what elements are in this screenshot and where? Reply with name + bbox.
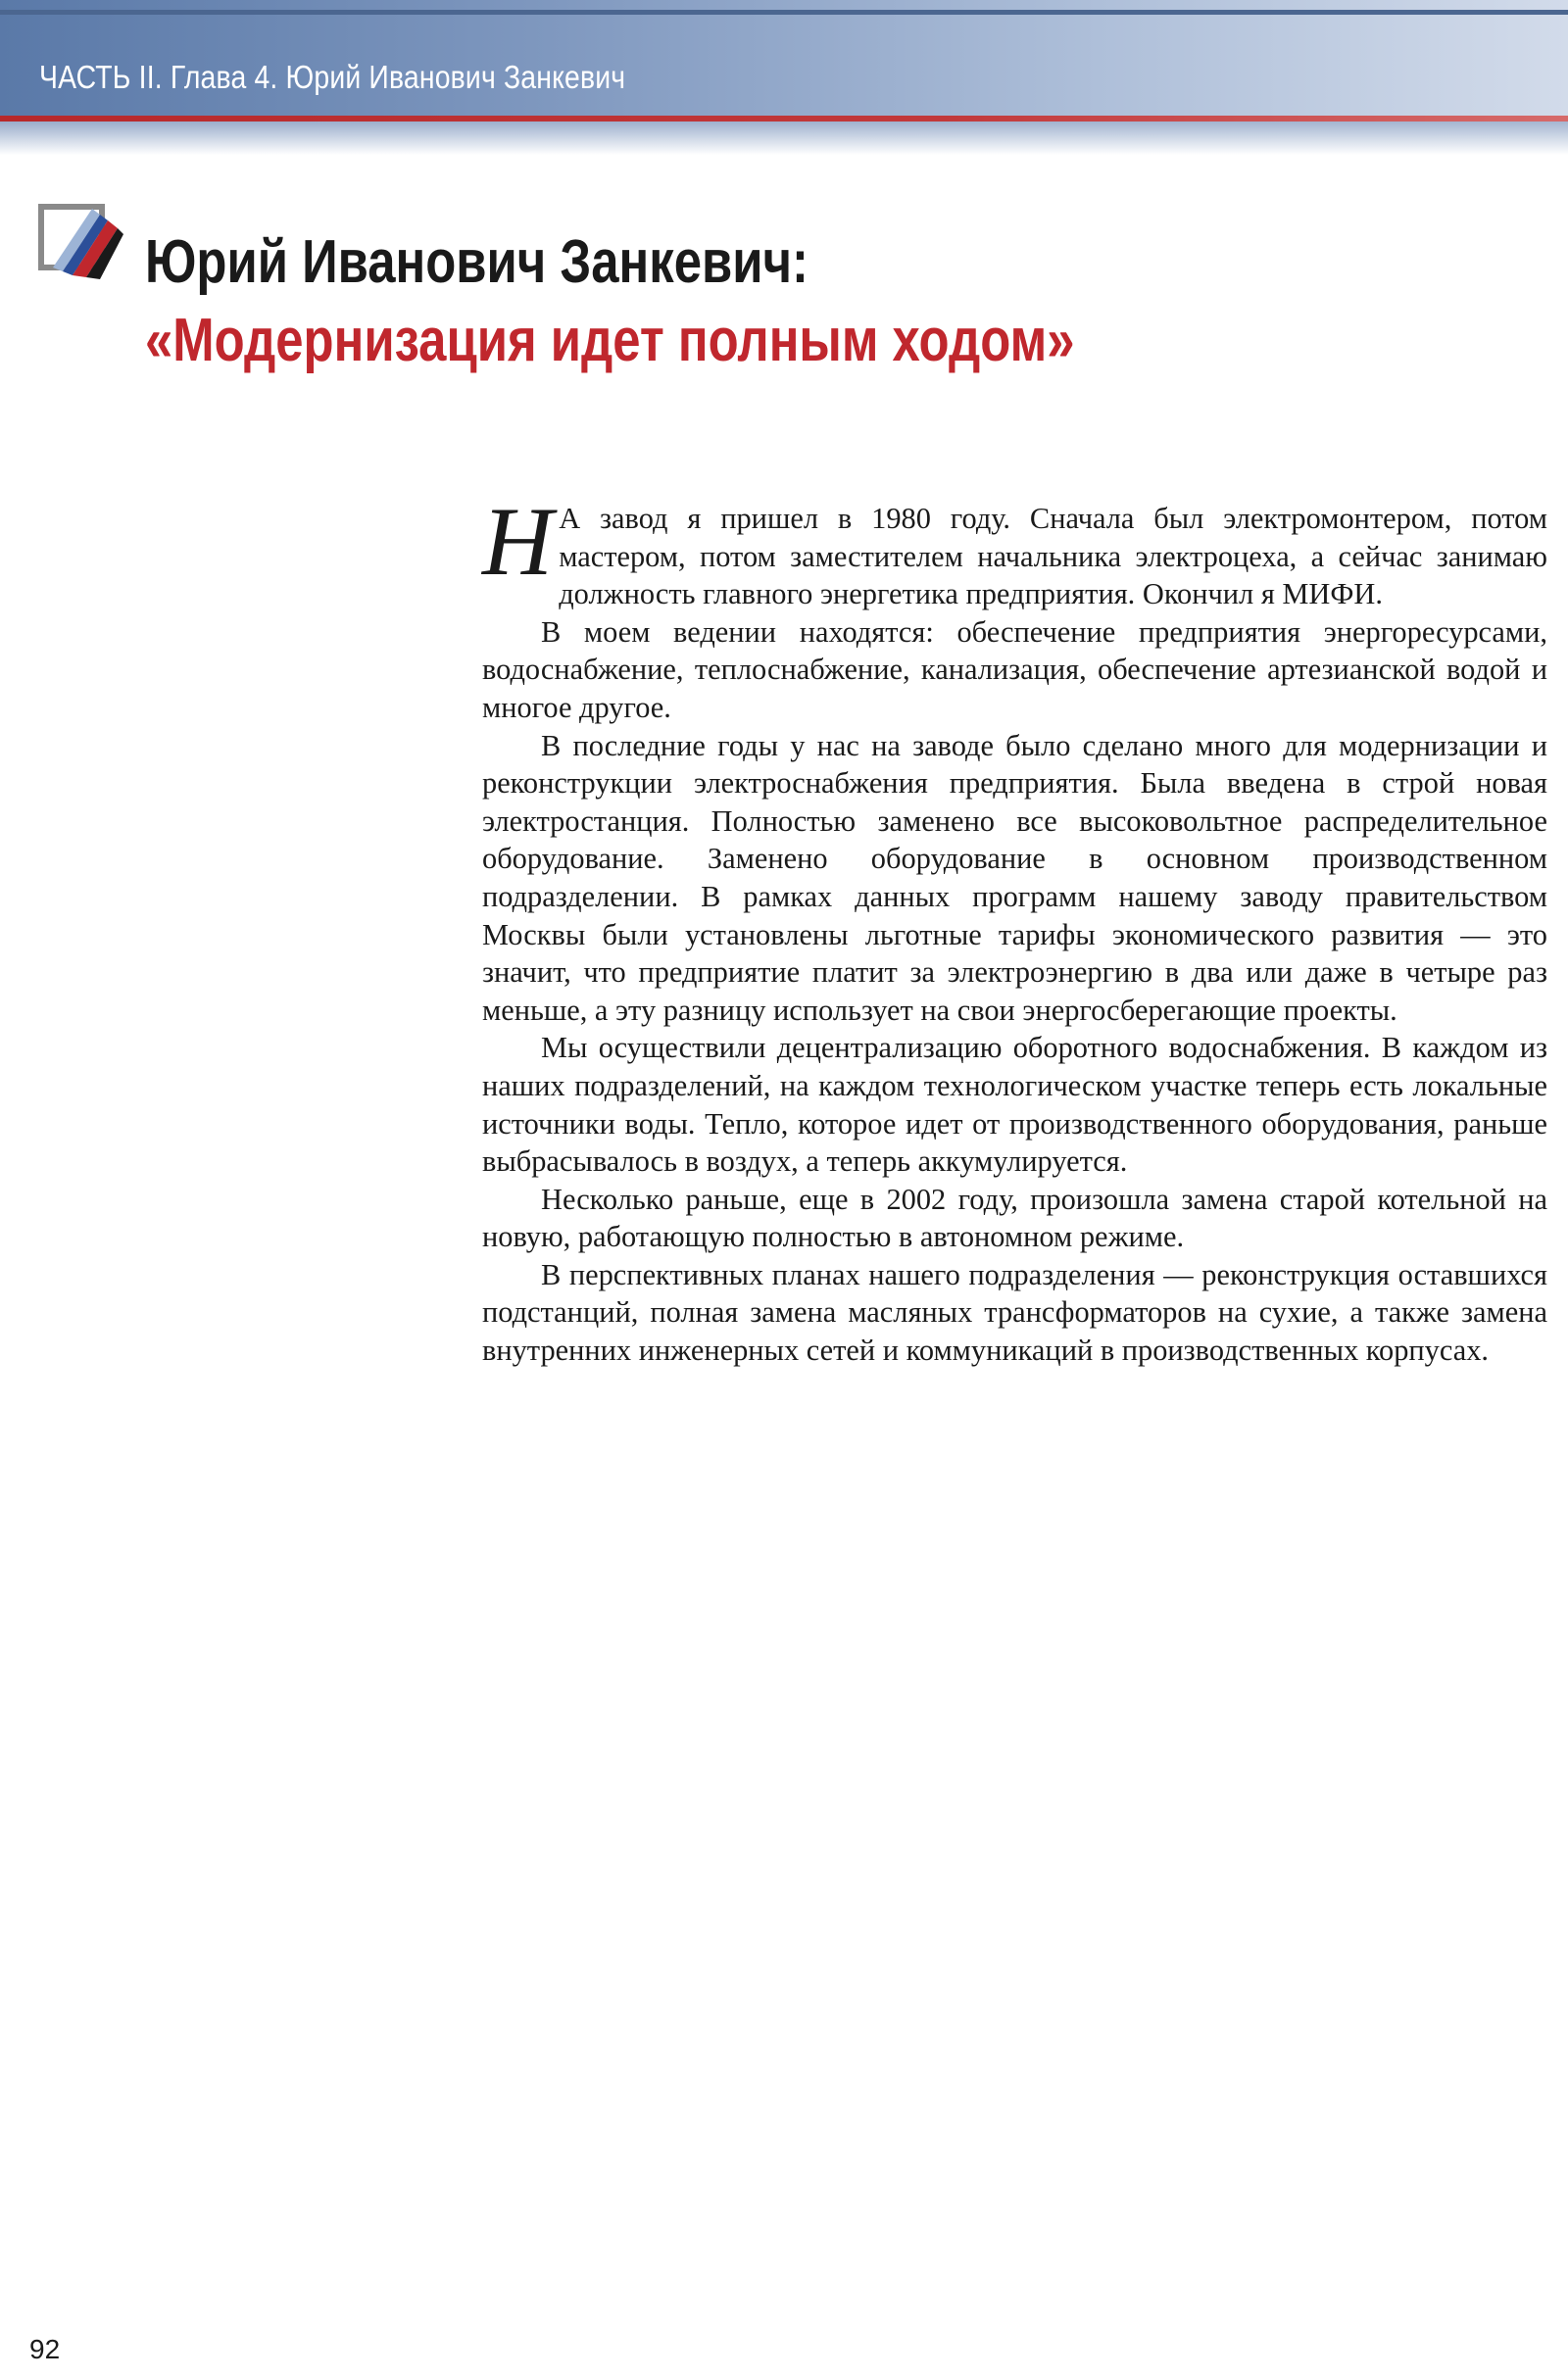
chapter-breadcrumb: ЧАСТЬ II. Глава 4. Юрий Иванович Занкевич — [39, 59, 626, 95]
article-body — [482, 487, 1547, 1370]
article-paragraph: Мы осуществили децентрализацию оборотного водоснабжения. В каждом из наших подразделений, на каждом технологическом участке теперь есть локальные источники воды. Тепло, которое идет от производственного оборудования, раньше выбрасывалось в воздух, а теперь аккумулируется. — [482, 1031, 1547, 1179]
article-paragraph: В перспективных планах нашего подразделения — реконструкция оставшихся подстанций, полная замена масляных трансформаторов на сухие, а также замена внутренних инженерных сетей и коммуникаций в производственных корпусах. — [482, 1257, 1547, 1368]
article-title: Юрий Иванович Занкевич: — [145, 228, 808, 296]
pen-stripes-logo-icon — [35, 201, 129, 295]
article-subtitle-quote: «Модернизация идет полным ходом» — [145, 307, 1075, 374]
article-paragraph: В последние годы у нас на заводе было сделано много для модернизации и реконструкции электроснабжения предприятия. Была введена в строй новая электростанция. Полностью заменено все высоковольтное распределительное оборудование. Заменено оборудование в основном производственном подразделении. В рамках данных программ нашему заводу правительством Москвы были установлены льготные тарифы экономического развития — это значит, что предприятие платит за электроэнергию в два или даже в четыре раз меньше, а эту разницу использует на свои энергосберегающие проекты. — [482, 728, 1547, 1027]
header-top-rule — [0, 10, 1568, 15]
page-number: 92 — [29, 2334, 61, 2364]
header-fade — [0, 121, 1568, 155]
article-paragraph: В моем ведении находятся: обеспечение предприятия энергоресурсами, водоснабжение, теплоснабжение, канализация, обеспечение артезианской водой и многое другое. — [482, 614, 1547, 724]
article-paragraph: Несколько раньше, еще в 2002 году, произошла замена старой котельной на новую, работающую полностью в автономном режиме. — [482, 1182, 1547, 1254]
article-paragraph: Н А завод я пришел в 1980 году. Сначала был электромонтером, потом мастером, потом заместителем начальника электроцеха, а сейчас занимаю должность главного энергетика предприятия. Окончил я МИФИ. — [482, 487, 1547, 611]
drop-cap: Н — [482, 487, 554, 596]
